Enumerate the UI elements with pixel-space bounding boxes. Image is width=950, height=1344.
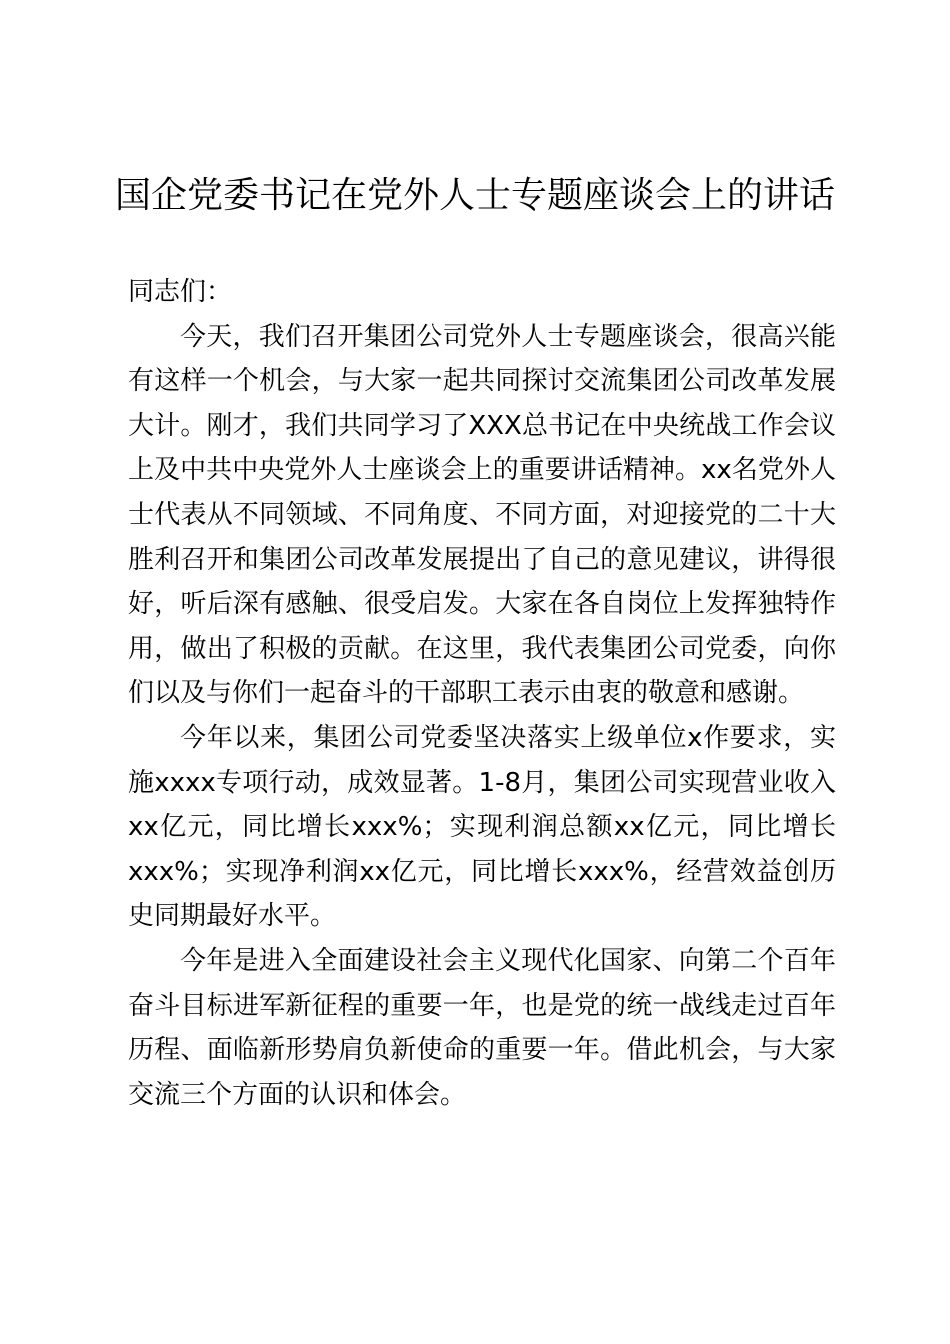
salutation: 同志们： [128,277,233,307]
document-body [128,270,836,1117]
paragraph-1: 今天，我们召开集团公司党外人士专题座谈会，很高兴能有这样一个机会，与大家一起共同探讨交流集团公司改革发展大计。刚才，我们共同学习了XXX总书记在中央统战工作会议上及中共中央党外人士座谈会上的重要讲话精神。xx名党外人士代表从不同领域、不同角度、不同方面，对迎接党的二十大胜利召开和集团公司改革发展提出了自己的意见建议，讲得很好，听后深有感触、很受启发。大家在各自岗位上发挥独特作用，做出了积极的贡献。在这里，我代表集团公司党委，向你们以及与你们一起奋斗的干部职工表示由衷的敬意和感谢。 [128,321,836,709]
document-title: 国企党委书记在党外人士专题座谈会上的讲话 [114,175,835,216]
paragraph-3: 今年是进入全面建设社会主义现代化国家、向第二个百年奋斗目标进军新征程的重要一年，也是党的统一战线走过百年历程、面临新形势肩负新使命的重要一年。借此机会，与大家交流三个方面的认识和体会。 [128,945,836,1110]
paragraph-2: 今年以来，集团公司党委坚决落实上级单位x作要求，实施xxxx专项行动，成效显著。1-8月，集团公司实现营业收入xx亿元，同比增长xxx%；实现利润总额xx亿元，同比增长xxx%；实现净利润xx亿元，同比增长xxx%，经营效益创历史同期最好水平。 [128,722,836,932]
